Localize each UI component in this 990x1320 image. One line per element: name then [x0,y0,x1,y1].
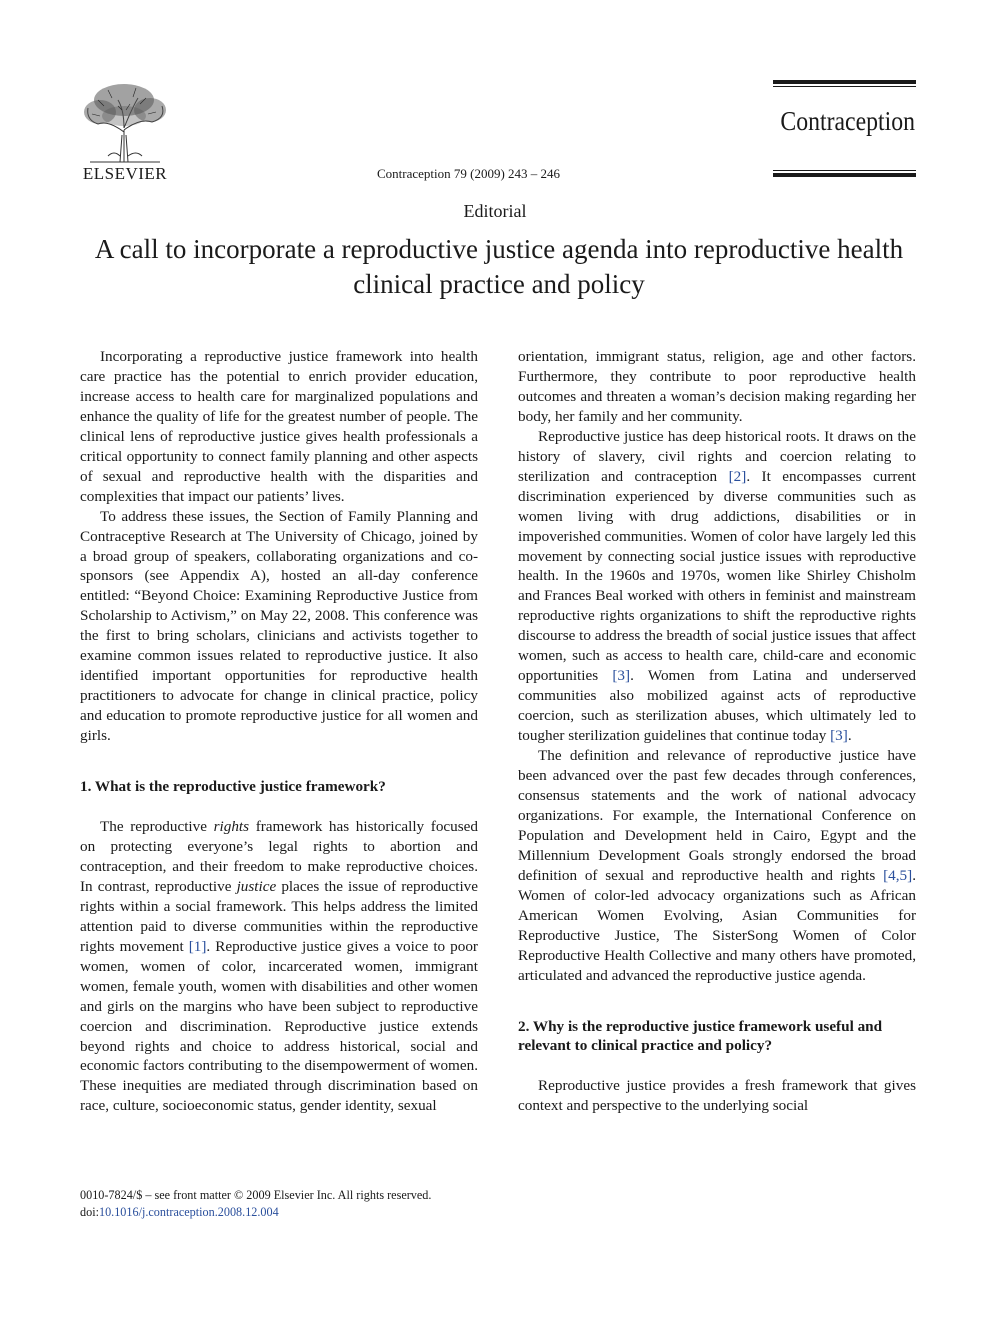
article-type: Editorial [463,201,527,221]
reference-link[interactable]: [4,5] [883,866,913,884]
copyright-line: 0010-7824/$ – see front matter © 2009 Elsevier Inc. All rights reserved. [80,1188,432,1202]
paragraph: Incorporating a reproductive justice framework into health care practice has the potential to enrich provider education, increase access to health care for marginalized populations and enhance the quality of life for the greatest number of people. The clinical lens of reproductive justice gives health professionals a critical opportunity to connect family planning and other aspects of sexual and reproductive health with the disparities and complexities that impact our patients’ lives. [80,348,478,505]
reference-link[interactable]: [3] [830,727,848,745]
journal-citation: Contraception 79 (2009) 243 – 246 [377,166,561,181]
journal-name: Contraception [780,106,915,136]
reference-link[interactable]: [1] [188,937,207,955]
reference-link[interactable]: [2] [728,467,747,485]
paragraph: orientation, immigrant status, religion, age and other factors. Furthermore, they contribute to poor reproductive health outcomes and threaten a woman’s decision making regarding her body, her family and her community. [518,348,916,425]
doi-line: doi:10.1016/j.contraception.2008.12.004 [80,1205,279,1219]
copyright-footer [80,1187,431,1221]
paragraph: Reproductive justice provides a fresh framework that gives context and perspective to the underlying social [518,1077,916,1115]
reference-link[interactable]: [3] [612,667,631,685]
paragraph: To address these issues, the Section of Family Planning and Contraceptive Research at The University of Chicago, joined by a broad group of speakers, collaborating organizations and co-sponsors (see Appendix A), hosted an all-day conference entitled: “Beyond Choice: Examining Reproductive Justice from Scholarship to Activism,” on May 22, 2008. This conference was the first to bring scholars, clinicians and activists together to examine common issues related to reproductive justice. It also identified important opportunities for reproductive health practitioners to advocate for change in clinical practice, policy and education to promote reproductive justice for all women and girls. [80,507,478,745]
paragraph: Reproductive justice has deep historical roots. It draws on the history of slavery, civil rights and coercion relating to sterilization and contraception [2]. It encompasses current discrimination experienced by diverse communities such as women living with drug addictions, disabilities or in impoverished communities. Women of color have largely led this movement by connecting social justice issues with reproductive health. In the 1960s and 1970s, women like Shirley Chisholm and Frances Beal worked with others in feminist and mainstream reproductive rights organizations to shift the reproductive rights discourse to address the breadth of social justice issues that affect women, such as access to health care, child-care and economic opportunities [3]. Women from Latina and underserved communities also mobilized against acts of reproductive coercion, such as sterilization abuses, which ultimately led to tougher sterilization guidelines that continue today [3]. [518,427,917,745]
left-column [80,347,478,1116]
journal-rule-top [773,80,916,87]
paragraph: The definition and relevance of reproductive justice have been advanced over the past few decades through conferences, consensus statements and the work of national advocacy organizations. For example, the International Conference on Population and Development held in Cairo, Egypt and the Millennium Development Goals strongly endorsed the broad definition of sexual and reproductive health and rights [4,5]. Women of color-led advocacy organizations such as African American Women Evolving, Asian Communities for Reproductive Justice, The SisterSong Women of Color Reproductive Health Collective and many others have promoted, articulated and advanced the reproductive justice agenda. [518,747,916,984]
section-heading-2: 2. Why is the reproductive justice framework useful and relevant to clinical practice and policy? [518,1017,883,1055]
publisher-name: ELSEVIER [82,164,168,183]
paragraph: The reproductive rights framework has historically focused on protecting everyone’s legal rights to abortion and contraception, and their freedom to make reproductive choices. In contrast, reproductive justice places the issue of reproductive rights within a social framework. This helps address the limited attention paid to diverse communities within the reproductive rights movement [1]. Reproductive justice gives a voice to poor women, women of color, incarcerated women, immigrant women, female youth, women with disabilities and other women and girls on the margins who have been subject to reproductive coercion and discrimination. Reproductive justice extends beyond rights and choice to address historical, social and economic factors contributing to the disempowerment of women. These inequities are mediated through discrimination based on race, culture, socioeconomic status, gender identity, sexual [80,818,478,1115]
article-title: A call to incorporate a reproductive justice agenda into reproductive health clinical practice and policy [94,234,904,299]
section-heading-1: 1. What is the reproductive justice framework? [80,778,386,796]
doi-link[interactable]: 10.1016/j.contraception.2008.12.004 [98,1205,279,1219]
right-column [518,347,916,1116]
journal-rule-bottom [773,170,916,177]
